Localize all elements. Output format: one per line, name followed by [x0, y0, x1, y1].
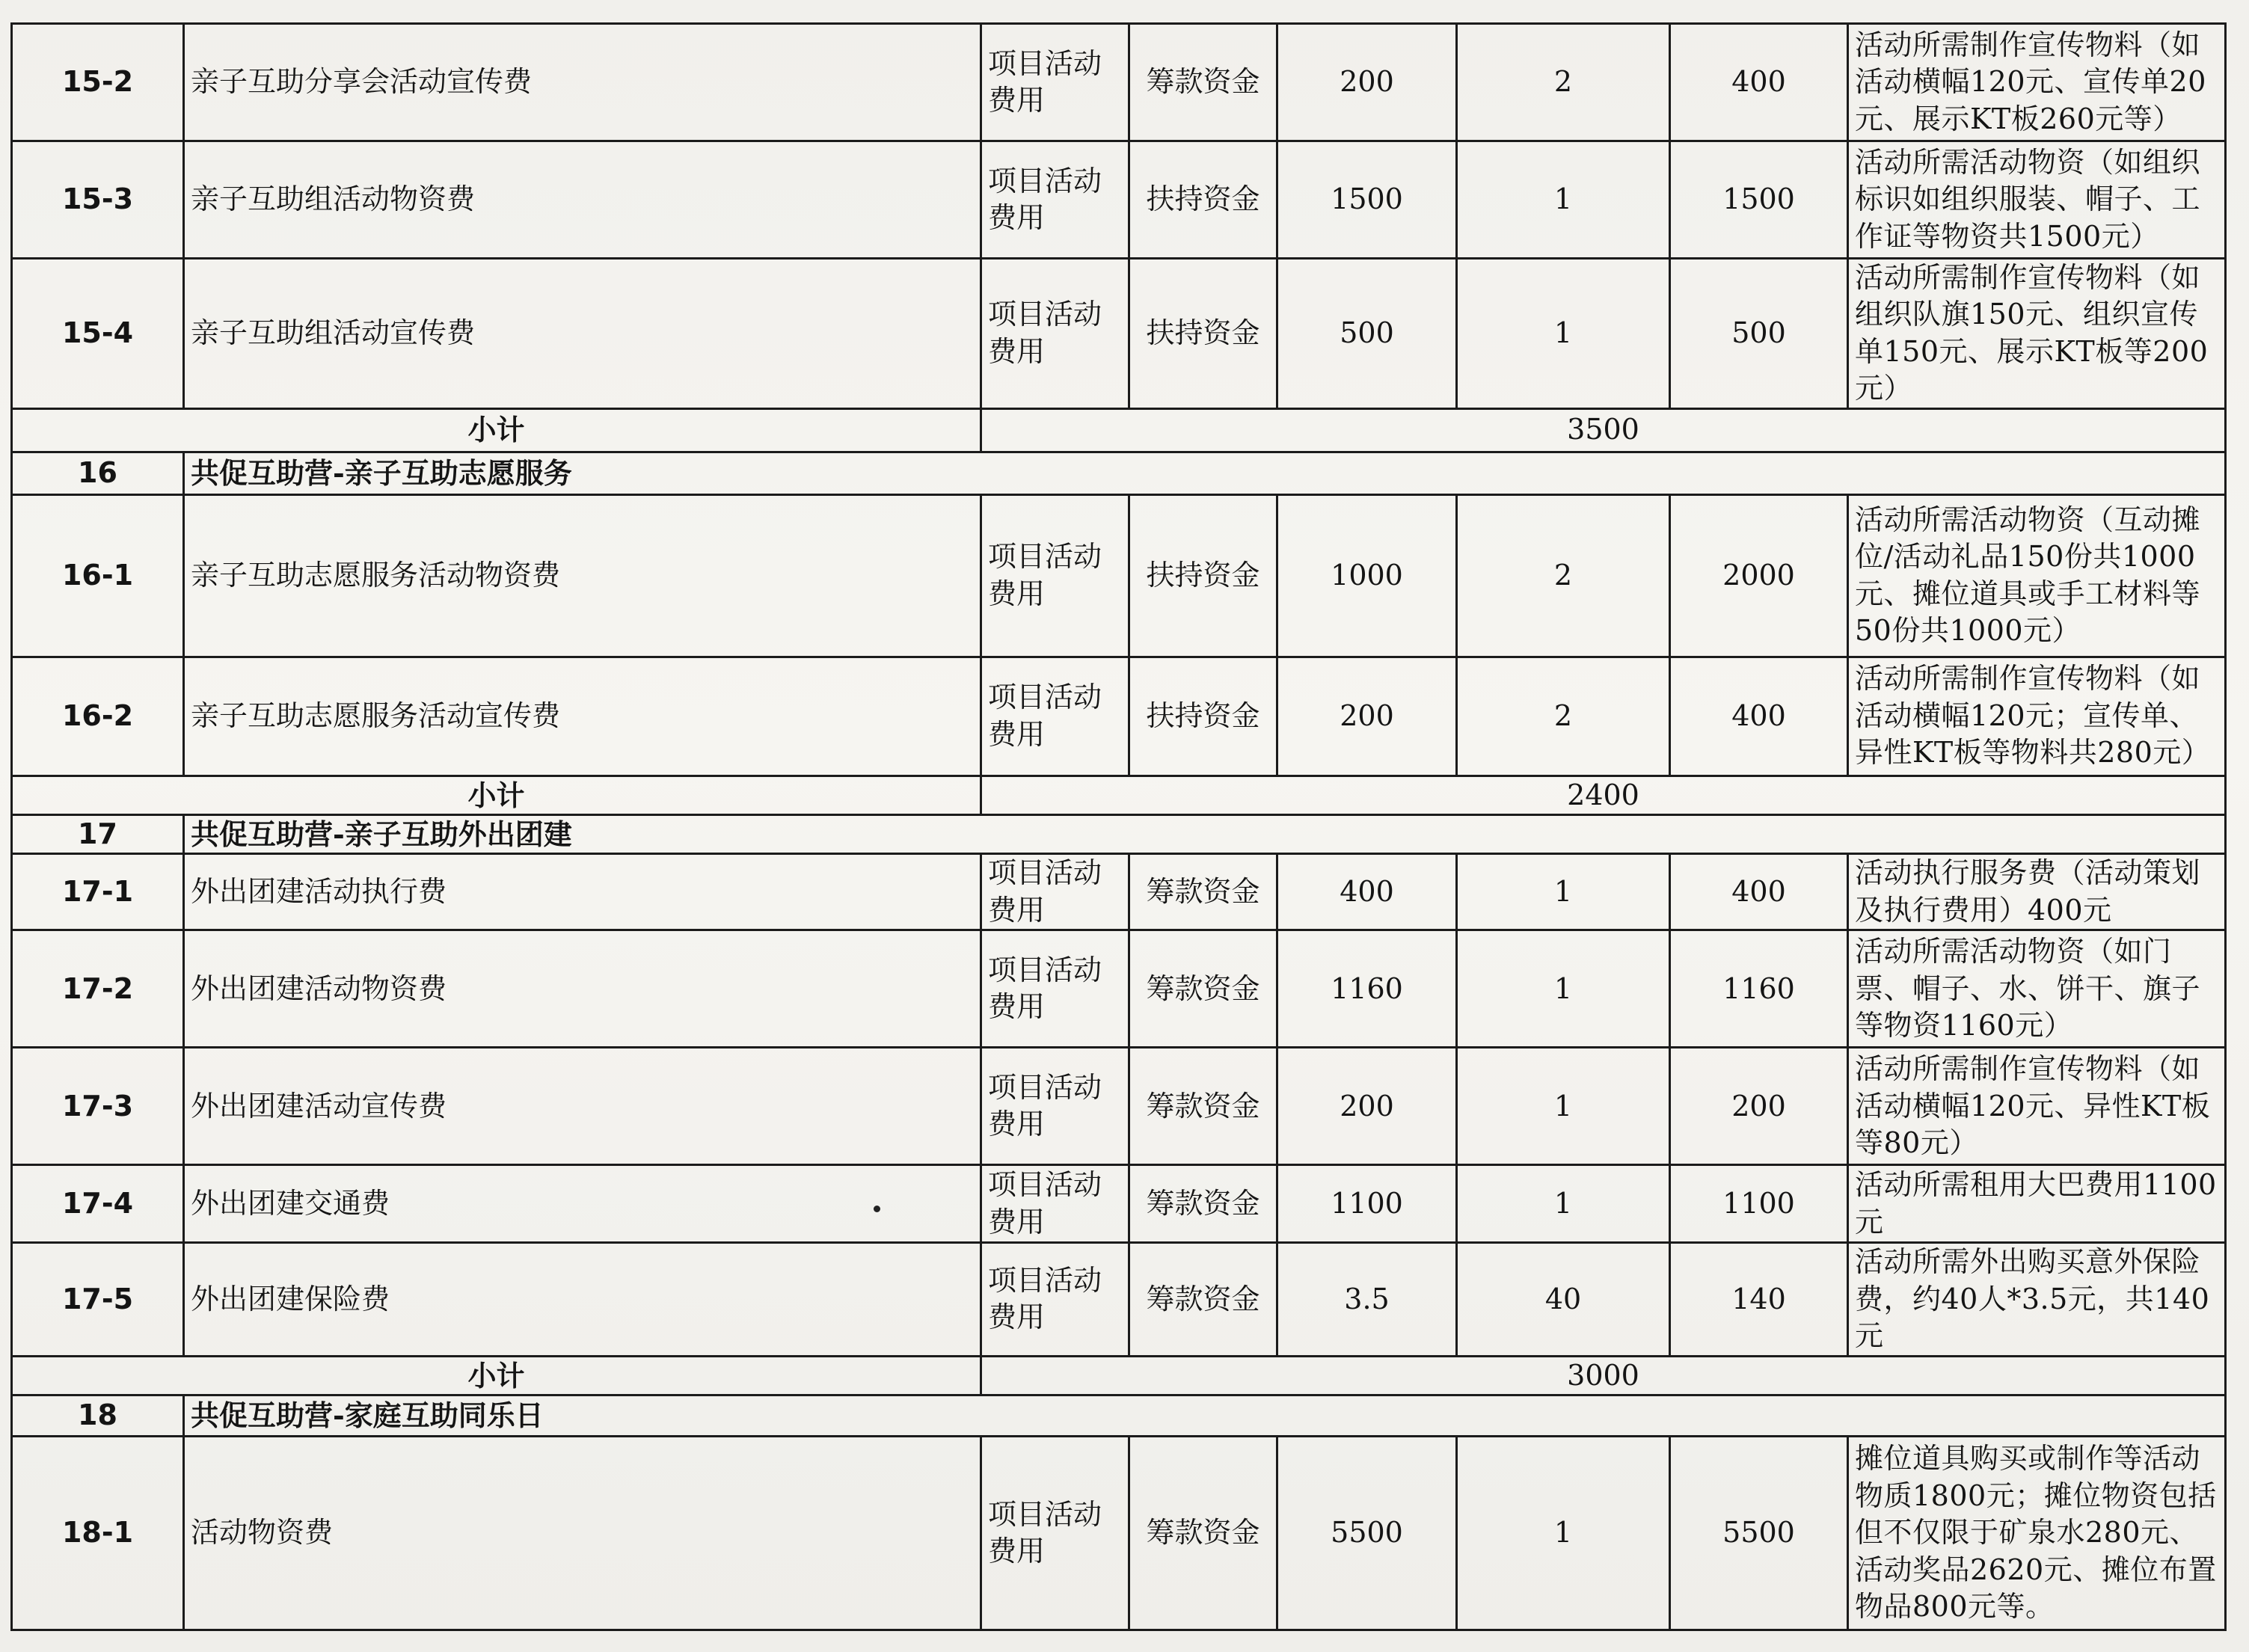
- budget-table: [10, 22, 2227, 1631]
- fund-source: 筹款资金: [1129, 1048, 1277, 1165]
- line-total: 140: [1670, 1243, 1848, 1356]
- line-total: 1100: [1670, 1165, 1848, 1243]
- item-number: 17-4: [12, 1165, 184, 1243]
- quantity: 1: [1457, 1436, 1670, 1630]
- item-number: 15-2: [12, 24, 184, 141]
- table-row: [12, 1243, 2226, 1356]
- table-row: [12, 141, 2226, 259]
- unit-price: 200: [1277, 24, 1457, 141]
- subtotal-row: [12, 1356, 2226, 1395]
- item-note: 活动所需租用大巴费用1100元: [1848, 1165, 2226, 1243]
- cost-type: 项目活动费用: [981, 1048, 1129, 1165]
- unit-price: 1100: [1277, 1165, 1457, 1243]
- quantity: 1: [1457, 259, 1670, 409]
- unit-price: 200: [1277, 657, 1457, 776]
- fund-source: 扶持资金: [1129, 657, 1277, 776]
- item-number: 17-2: [12, 930, 184, 1048]
- table-row: [12, 1165, 2226, 1243]
- table-row: [12, 854, 2226, 930]
- cost-type: 项目活动费用: [981, 930, 1129, 1048]
- table-row: [12, 259, 2226, 409]
- fund-source: 筹款资金: [1129, 1165, 1277, 1243]
- quantity: 2: [1457, 657, 1670, 776]
- item-name: 亲子互助志愿服务活动物资费: [184, 494, 981, 657]
- item-name: 外出团建活动执行费: [184, 854, 981, 930]
- table-row: [12, 24, 2226, 141]
- item-note: 活动执行服务费（活动策划及执行费用）400元: [1848, 854, 2226, 930]
- unit-price: 400: [1277, 854, 1457, 930]
- section-title: 共促互助营-亲子互助志愿服务: [184, 452, 2226, 494]
- line-total: 5500: [1670, 1436, 1848, 1630]
- table-row: [12, 657, 2226, 776]
- quantity: 1: [1457, 1048, 1670, 1165]
- cost-type: 项目活动费用: [981, 259, 1129, 409]
- item-number: 15-3: [12, 141, 184, 259]
- item-name: 亲子互助分享会活动宣传费: [184, 24, 981, 141]
- fund-source: 筹款资金: [1129, 854, 1277, 930]
- table-row: [12, 494, 2226, 657]
- table-row: [12, 930, 2226, 1048]
- item-name: 亲子互助组活动物资费: [184, 141, 981, 259]
- subtotal-row: [12, 408, 2226, 452]
- unit-price: 200: [1277, 1048, 1457, 1165]
- line-total: 400: [1670, 854, 1848, 930]
- section-header-row: [12, 814, 2226, 853]
- item-note: 活动所需活动物资（如门票、帽子、水、饼干、旗子等物资1160元）: [1848, 930, 2226, 1048]
- cost-type: 项目活动费用: [981, 657, 1129, 776]
- item-number: 17-3: [12, 1048, 184, 1165]
- cost-type: 项目活动费用: [981, 1165, 1129, 1243]
- subtotal-value: 3500: [981, 408, 2226, 452]
- subtotal-label: 小计: [12, 408, 981, 452]
- quantity: 2: [1457, 494, 1670, 657]
- fund-source: 筹款资金: [1129, 24, 1277, 141]
- item-note: 活动所需制作宣传物料（如活动横幅120元、异性KT板等80元）: [1848, 1048, 2226, 1165]
- line-total: 200: [1670, 1048, 1848, 1165]
- item-name: 亲子互助组活动宣传费: [184, 259, 981, 409]
- item-name: 亲子互助志愿服务活动宣传费: [184, 657, 981, 776]
- subtotal-label: 小计: [12, 1356, 981, 1395]
- item-note: 活动所需活动物资（互动摊位/活动礼品150份共1000元、摊位道具或手工材料等50份共1000元）: [1848, 494, 2226, 657]
- item-name: 外出团建活动宣传费: [184, 1048, 981, 1165]
- line-total: 2000: [1670, 494, 1848, 657]
- scan-speck: [874, 1206, 880, 1212]
- table-row: [12, 1048, 2226, 1165]
- item-number: 16-2: [12, 657, 184, 776]
- line-total: 1160: [1670, 930, 1848, 1048]
- fund-source: 筹款资金: [1129, 1436, 1277, 1630]
- cost-type: 项目活动费用: [981, 494, 1129, 657]
- section-number: 18: [12, 1395, 184, 1436]
- item-note: 活动所需制作宣传物料（如活动横幅120元；宣传单、异性KT板等物料共280元）: [1848, 657, 2226, 776]
- unit-price: 5500: [1277, 1436, 1457, 1630]
- cost-type: 项目活动费用: [981, 141, 1129, 259]
- item-note: 活动所需制作宣传物料（如组织队旗150元、组织宣传单150元、展示KT板等200元）: [1848, 259, 2226, 409]
- line-total: 1500: [1670, 141, 1848, 259]
- table-row: [12, 1436, 2226, 1630]
- section-number: 16: [12, 452, 184, 494]
- cost-type: 项目活动费用: [981, 1243, 1129, 1356]
- unit-price: 500: [1277, 259, 1457, 409]
- quantity: 1: [1457, 1165, 1670, 1243]
- section-header-row: [12, 1395, 2226, 1436]
- item-name: 外出团建保险费: [184, 1243, 981, 1356]
- item-note: 活动所需外出购买意外保险费，约40人*3.5元，共140元: [1848, 1243, 2226, 1356]
- item-note: 摊位道具购买或制作等活动物质1800元；摊位物资包括但不仅限于矿泉水280元、活动奖品2620元、摊位布置物品800元等。: [1848, 1436, 2226, 1630]
- subtotal-label: 小计: [12, 776, 981, 814]
- cost-type: 项目活动费用: [981, 854, 1129, 930]
- item-number: 18-1: [12, 1436, 184, 1630]
- unit-price: 1160: [1277, 930, 1457, 1048]
- item-name: 活动物资费: [184, 1436, 981, 1630]
- quantity: 1: [1457, 854, 1670, 930]
- fund-source: 扶持资金: [1129, 141, 1277, 259]
- unit-price: 1000: [1277, 494, 1457, 657]
- item-number: 17-1: [12, 854, 184, 930]
- unit-price: 3.5: [1277, 1243, 1457, 1356]
- line-total: 400: [1670, 24, 1848, 141]
- cost-type: 项目活动费用: [981, 1436, 1129, 1630]
- line-total: 500: [1670, 259, 1848, 409]
- unit-price: 1500: [1277, 141, 1457, 259]
- item-number: 16-1: [12, 494, 184, 657]
- fund-source: 筹款资金: [1129, 930, 1277, 1048]
- quantity: 2: [1457, 24, 1670, 141]
- fund-source: 扶持资金: [1129, 259, 1277, 409]
- quantity: 40: [1457, 1243, 1670, 1356]
- section-header-row: [12, 452, 2226, 494]
- quantity: 1: [1457, 930, 1670, 1048]
- item-note: 活动所需活动物资（如组织标识如组织服装、帽子、工作证等物资共1500元）: [1848, 141, 2226, 259]
- item-note: 活动所需制作宣传物料（如活动横幅120元、宣传单20元、展示KT板260元等）: [1848, 24, 2226, 141]
- subtotal-row: [12, 776, 2226, 814]
- subtotal-value: 3000: [981, 1356, 2226, 1395]
- section-title: 共促互助营-家庭互助同乐日: [184, 1395, 2226, 1436]
- section-number: 17: [12, 814, 184, 853]
- quantity: 1: [1457, 141, 1670, 259]
- fund-source: 扶持资金: [1129, 494, 1277, 657]
- item-number: 15-4: [12, 259, 184, 409]
- item-name: 外出团建交通费: [184, 1165, 981, 1243]
- fund-source: 筹款资金: [1129, 1243, 1277, 1356]
- line-total: 400: [1670, 657, 1848, 776]
- item-number: 17-5: [12, 1243, 184, 1356]
- cost-type: 项目活动费用: [981, 24, 1129, 141]
- section-title: 共促互助营-亲子互助外出团建: [184, 814, 2226, 853]
- item-name: 外出团建活动物资费: [184, 930, 981, 1048]
- subtotal-value: 2400: [981, 776, 2226, 814]
